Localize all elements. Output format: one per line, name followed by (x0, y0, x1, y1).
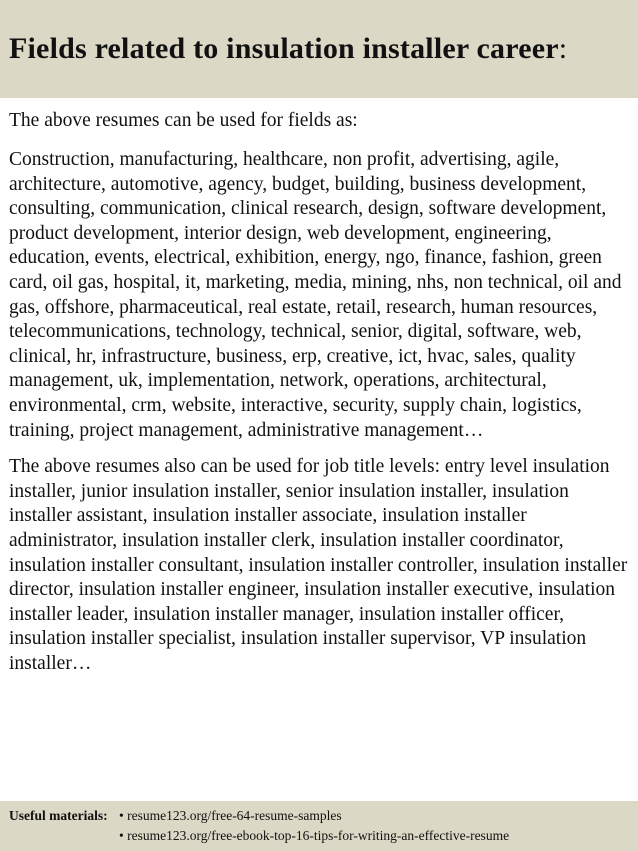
main-content (9, 109, 634, 688)
fields-paragraph: Construction, manufacturing, healthcare, non profit, advertising, agile, architecture, automotive, agency, budget, building, business development, consulting, communication, clinical research, design, software development, product development, interior design, web development, engineering, education, events, electrical, exhibition, energy, ngo, finance, fashion, green card, oil gas, hospital, it, marketing, media, mining, nhs, non technical, oil and gas, offshore, pharmaceutical, real estate, retail, research, human resources, telecommunications, technology, technical, senior, digital, software, web, clinical, hr, infrastructure, business, erp, creative, ict, hvac, sales, quality management, uk, implementation, network, operations, architectural, environmental, crm, website, interactive, security, supply chain, logistics, training, project management, administrative management… (9, 149, 622, 441)
page-title-colon: : (558, 32, 568, 65)
useful-materials-label-text: Useful materials (9, 808, 104, 823)
footer-row-1 (9, 806, 638, 826)
intro-text: The above resumes can be used for fields as: (9, 110, 358, 131)
useful-materials-label (9, 806, 119, 826)
useful-materials-label-colon: : (103, 808, 108, 823)
page-title (9, 29, 638, 69)
page-title-text: Fields related to insulation installer career (9, 32, 559, 65)
title-banner (0, 0, 638, 98)
footer-row-2 (9, 826, 638, 846)
link-free-ebook-tips[interactable]: • resume123.org/free-ebook-top-16-tips-for-writing-an-effective-resume (119, 828, 510, 843)
link-free-resume-samples[interactable]: • resume123.org/free-64-resume-samples (119, 808, 342, 823)
useful-materials-footer (0, 801, 638, 851)
job-levels-paragraph: The above resumes also can be used for job title levels: entry level insulation installer, junior insulation installer, senior insulation installer, insulation installer assistant, insulation installer associate, insulation installer administrator, insulation installer clerk, insulation installer coordinator, insulation installer consultant, insulation installer controller, insulation installer director, insulation installer engineer, insulation installer executive, insulation installer leader, insulation installer manager, insulation installer officer, insulation installer specialist, insulation installer supervisor, VP insulation installer… (9, 456, 628, 674)
